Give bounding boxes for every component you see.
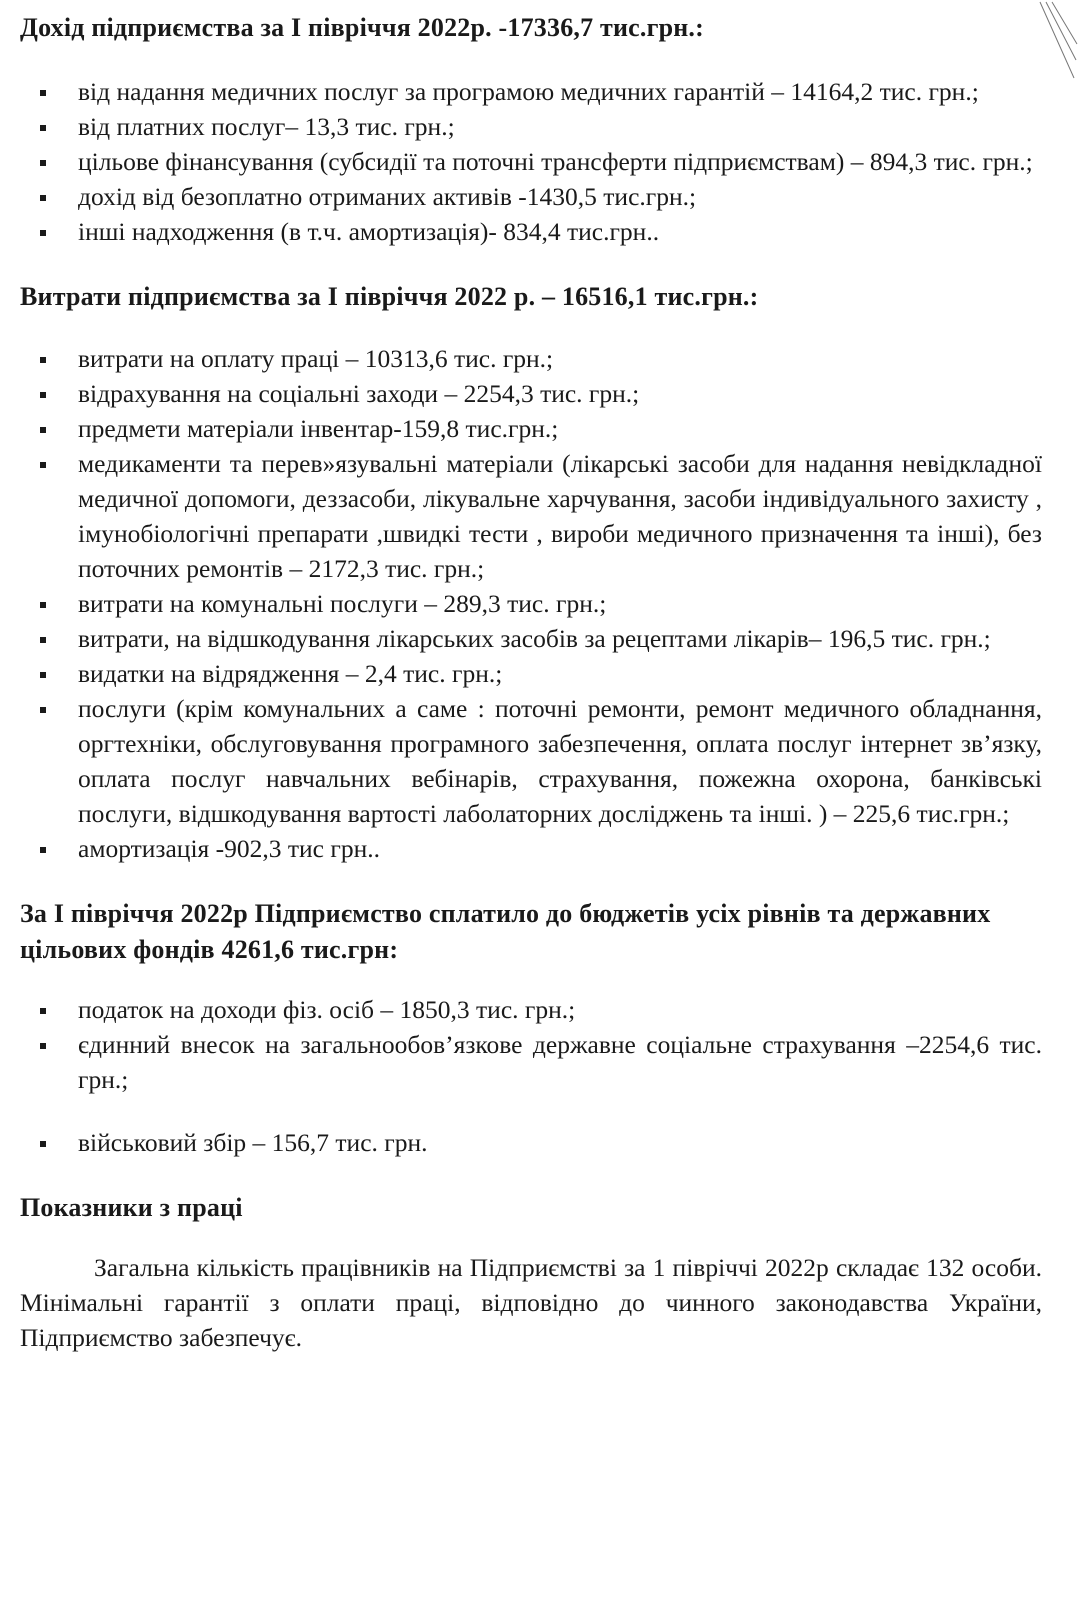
expenses-list (20, 341, 1042, 866)
list-item: медикаменти та перев»язувальні матеріали (лікарські засоби для надання невідкладної медичної допомоги, деззасоби, лікувальне харчування, засоби індивідуального захисту , імунобіологічні препарати ,швидкі тести , вироби медичного призначення та інші), без поточних ремонтів – 2172,3 тис. грн.; (20, 446, 1042, 586)
scan-artifact-lines (1038, 0, 1078, 80)
list-item: єдинний внесок на загальнообов’язкове державне соціальне страхування –2254,6 тис. грн.; (20, 1027, 1042, 1097)
list-item: предмети матеріали інвентар-159,8 тис.грн.; (20, 411, 1042, 446)
list-item: витрати на комунальні послуги – 289,3 тис. грн.; (20, 586, 1042, 621)
list-item: військовий збір – 156,7 тис. грн. (20, 1125, 1042, 1160)
list-item: амортизація -902,3 тис грн.. (20, 831, 1042, 866)
list-item: інші надходження (в т.ч. амортизація)- 834,4 тис.грн.. (20, 214, 1042, 249)
taxes-section (20, 896, 1042, 1160)
labor-section (20, 1190, 1042, 1355)
labor-heading: Показники з праці (20, 1193, 243, 1222)
income-list (20, 74, 1042, 249)
list-item: видатки на відрядження – 2,4 тис. грн.; (20, 656, 1042, 691)
list-item: податок на доходи фіз. осіб – 1850,3 тис. грн.; (20, 992, 1042, 1027)
expenses-section (20, 279, 1042, 866)
list-item: цільове фінансування (субсидії та поточні трансферти підприємствам) – 894,3 тис. грн.; (20, 144, 1042, 179)
document-page (20, 10, 1042, 1355)
taxes-list (20, 992, 1042, 1160)
list-item: відрахування на соціальні заходи – 2254,3 тис. грн.; (20, 376, 1042, 411)
list-item: витрати на оплату праці – 10313,6 тис. грн.; (20, 341, 1042, 376)
expenses-heading: Витрати підприємства за І півріччя 2022 р. – 16516,1 тис.грн.: (20, 282, 759, 311)
income-section (20, 10, 1042, 249)
labor-paragraph: Загальна кількість працівників на Підприємстві за 1 півріччі 2022р складає 132 особи. Мінімальні гарантії з оплати праці, відповідно до чинного законодавства України, Підприємство забезпечує. (20, 1253, 1042, 1352)
taxes-heading: За І півріччя 2022р Підприємство сплатило до бюджетів усіх рівнів та державних цільових фондів 4261,6 тис.грн: (20, 899, 991, 964)
list-item: витрати, на відшкодування лікарських засобів за рецептами лікарів– 196,5 тис. грн.; (20, 621, 1042, 656)
list-item: дохід від безоплатно отриманих активів -1430,5 тис.грн.; (20, 179, 1042, 214)
income-heading: Дохід підприємства за І півріччя 2022р. -17336,7 тис.грн.: (20, 13, 704, 42)
list-item: послуги (крім комунальних а саме : поточні ремонти, ремонт медичного обладнання, оргтехніки, обслуговування програмного забезпечення, оплата послуг інтернет зв’язку, оплата послуг навчальних вебінарів, страхування, пожежна охорона, банківські послуги, відшкодування вартості лаболаторних досліджень та інші. ) – 225,6 тис.грн.; (20, 691, 1042, 831)
list-item: від надання медичних послуг за програмою медичних гарантій – 14164,2 тис. грн.; (20, 74, 1042, 109)
list-item: від платних послуг– 13,3 тис. грн.; (20, 109, 1042, 144)
